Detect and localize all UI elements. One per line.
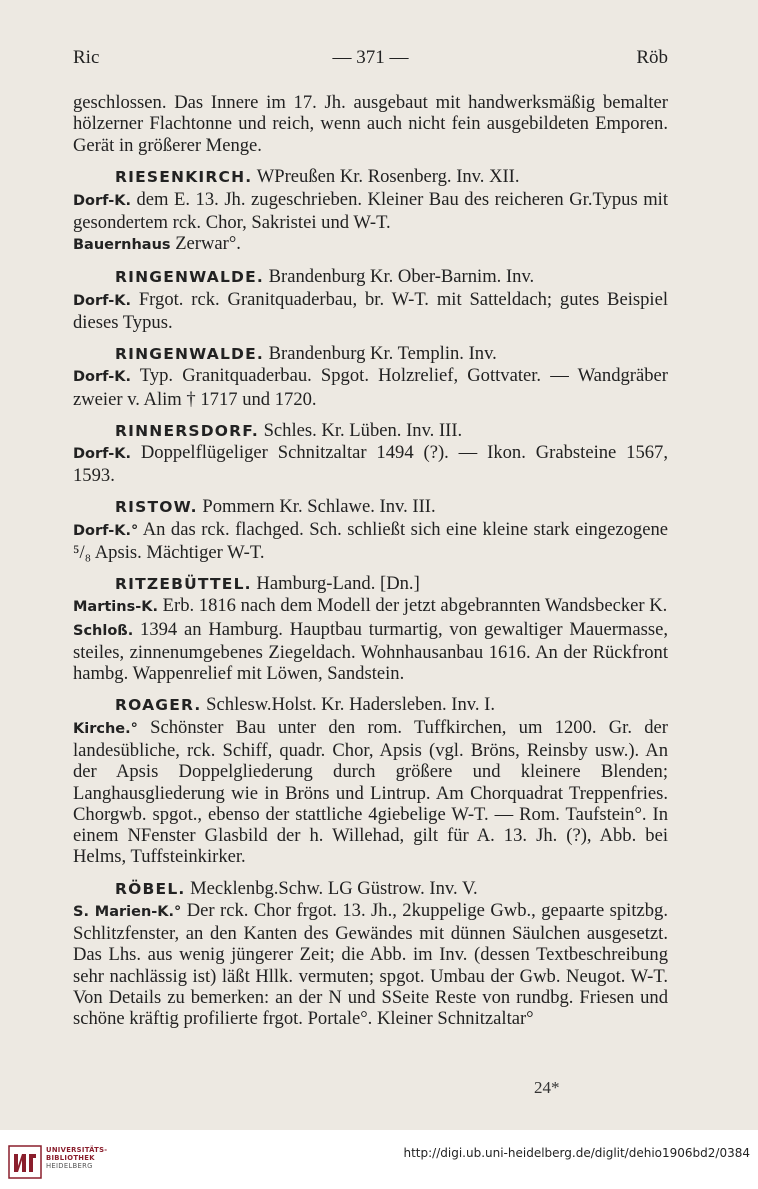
item-label: Dorf-K. — [73, 446, 131, 463]
entry-heading — [73, 166, 668, 188]
intro-paragraph: geschlossen. Das Innere im 17. Jh. ausgebaut mit handwerksmäßig bemalter hölzerner Flachtonne und reich, wenn auch nicht fein ausgebildeten Emporen. Gerät in größerer Menge. — [73, 92, 668, 156]
logo-line-3: HEIDELBERG — [46, 1162, 93, 1171]
place-region: Hamburg-Land. [Dn.] — [256, 573, 420, 595]
entry-item — [73, 519, 668, 564]
item-label: Dorf-K. — [73, 292, 131, 309]
item-text: Zerwar°. — [175, 233, 241, 255]
entry-heading — [73, 878, 668, 900]
signature-mark: 24* — [534, 1078, 560, 1097]
item-label: Dorf-K. — [73, 192, 131, 209]
item-label: Bauernhaus — [73, 237, 171, 254]
body-text — [73, 92, 668, 1039]
entry-item — [73, 717, 668, 868]
logo-line-2: BIBLIOTHEK — [46, 1154, 95, 1163]
entry-heading — [73, 496, 668, 518]
header-left: Ric — [73, 47, 100, 68]
place-region: Brandenburg Kr. Ober-Barnim. Inv. — [268, 266, 535, 288]
entry-heading — [73, 694, 668, 716]
entry-body — [73, 289, 668, 334]
entry-item — [73, 365, 668, 410]
place-name: RÖBEL. — [115, 879, 186, 898]
item-text: Schönster Bau unter den rom. Tuffkirchen, um 1200. Gr. der landesübliche, rck. Schiff, quadr. Chor, Apsis (vgl. Bröns, Reinsby usw.). An der Apsis Doppelgliederung durch größere und kleinere Blenden; Langhausgliederung wie in Bröns und Lintrup. Am Chorquadrat Treppenfries. Chorgwb. spgot., ebenso der stattliche 4giebelige W-T. — Rom. Taufstein°. In einem NFenster Glasbild der h. Willehad, gilt für A. 13. Jh. (?), Abb. bei Helms, Tuffsteinkirker. — [73, 716, 668, 868]
item-text: Der rck. Chor frgot. 13. Jh., 2kuppelige Gwb., gepaarte spitzbg. Schlitzfenster, an den Kanten des Gewändes mit dünnen Säulchen ausgesetzt. Das Lhs. aus wenig jüngerer Zeit; die Abb. im Inv. (dessen Textbeschreibung sehr nachlässig ist) läßt Hllk. vermuten; spgot. Umbau der Gwb. Neugot. W-T. Von Details zu bemerken: an der N und SSeite Reste von rundbg. Friesen und schöne kräftig profilierte frgot. Portale°. Kleiner Schnitzaltar° — [73, 899, 668, 1030]
entry-heading — [73, 266, 668, 288]
entry-body — [73, 519, 668, 564]
place-region: Schlesw.Holst. Kr. Hadersleben. Inv. I. — [206, 694, 496, 716]
item-text: Frgot. rck. Granitquaderbau, br. W-T. mit Satteldach; gutes Beispiel dieses Typus. — [73, 288, 668, 333]
university-logo-icon — [8, 1144, 42, 1180]
place-region: Schles. Kr. Lüben. Inv. III. — [263, 419, 463, 441]
item-text: Typ. Granitquaderbau. Spgot. Holzrelief, Gottvater. — Wandgräber zweier v. Alim † 1717 und 1720. — [73, 365, 668, 410]
source-url-link[interactable]: http://digi.ub.uni-heidelberg.de/diglit/dehio1906bd2/0384 — [403, 1146, 750, 1160]
item-label: Schloß. — [73, 622, 134, 639]
entry-item — [73, 595, 668, 618]
entry-item — [73, 442, 668, 487]
item-label: Kirche.° — [73, 720, 138, 737]
place-name: RIESENKIRCH. — [115, 168, 253, 187]
entries-list — [73, 166, 668, 1029]
item-label: Martins-K. — [73, 599, 158, 616]
place-name: RINNERSDORF. — [115, 421, 259, 440]
page-number: — 371 — — [332, 47, 409, 68]
item-text: Doppelflügeliger Schnitzaltar 1494 (?). — Ikon. Grabsteine 1567, 1593. — [73, 442, 669, 487]
item-text: Erb. 1816 nach dem Modell der jetzt abgebrannten Wandsbecker K. — [162, 595, 668, 617]
item-text: dem E. 13. Jh. zugeschrieben. Kleiner Bau des reicheren Gr.Typus mit gesondertem rck. Chor, Sakristei und W-T. — [73, 188, 668, 233]
entry-heading — [73, 573, 668, 595]
footer-bar — [0, 1130, 758, 1189]
place-name: ROAGER. — [115, 696, 202, 715]
entry-item — [73, 189, 668, 234]
item-text: 1394 an Hamburg. Hauptbau turmartig, von gewaltiger Mauermasse, steiles, zinnenumgebenes Ziegeldach. Wohnhausanbau 1616. An der Rückfront hambg. Wappenrelief mit Löwen, Sandstein. — [73, 618, 668, 685]
place-name: RINGENWALDE. — [115, 268, 264, 287]
entry-item — [73, 289, 668, 334]
entry-body — [73, 365, 668, 410]
entry-body — [73, 717, 668, 868]
item-label: Dorf-K.° — [73, 522, 139, 539]
university-name — [46, 1146, 107, 1171]
place-region: WPreußen Kr. Rosenberg. Inv. XII. — [256, 166, 520, 188]
entry-body — [73, 900, 668, 1030]
entry-body — [73, 189, 668, 257]
item-label: Dorf-K. — [73, 369, 131, 386]
place-name: RISTOW. — [115, 498, 198, 517]
entry-item — [73, 619, 668, 685]
place-name: RINGENWALDE. — [115, 345, 264, 364]
place-region: Pommern Kr. Schlawe. Inv. III. — [202, 496, 436, 518]
header-right: Röb — [636, 47, 668, 68]
entry-heading — [73, 420, 668, 442]
place-name: RITZEBÜTTEL. — [115, 575, 252, 594]
logo-line-1: UNIVERSITÄTS- — [46, 1146, 108, 1154]
item-label: S. Marien-K.° — [73, 903, 182, 920]
entry-item — [73, 233, 668, 256]
entry-body — [73, 442, 668, 487]
entry-heading — [73, 343, 668, 365]
place-region: Brandenburg Kr. Templin. Inv. — [268, 343, 497, 365]
entry-item — [73, 900, 668, 1030]
entry-body — [73, 595, 668, 684]
place-region: Mecklenbg.Schw. LG Güstrow. Inv. V. — [190, 877, 478, 899]
item-text: An das rck. flachged. Sch. schließt sich eine kleine stark eingezogene ⁵/₈ Apsis. Mächtiger W-T. — [73, 518, 669, 564]
